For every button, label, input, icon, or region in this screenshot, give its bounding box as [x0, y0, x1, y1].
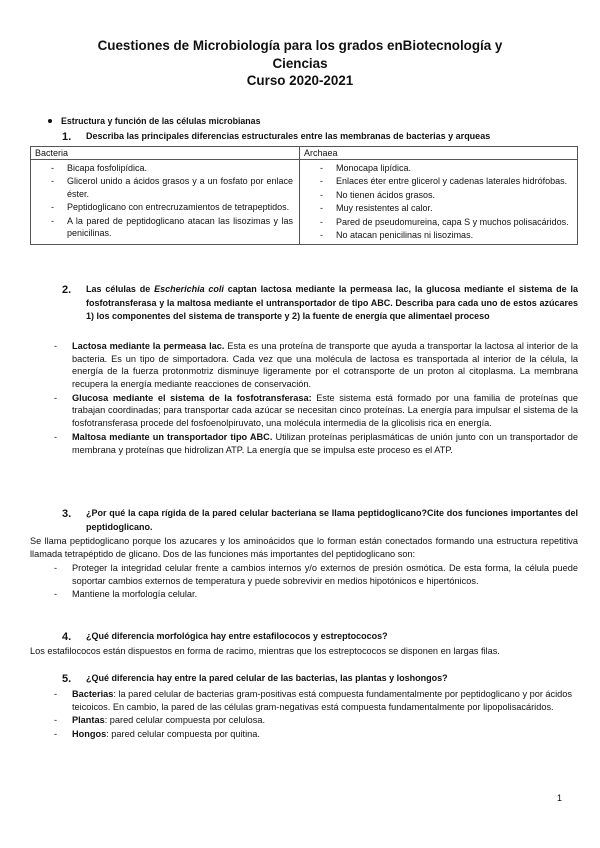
question-2-text-b: captan lactosa mediante la permeasa lac, la glucosa mediante el sistema de la fosfotransferasa y la maltosa mediante el untransportador de tipo ABC. Describa para cada uno de estos azúcares 1) los componentes del sistema de transporte y 2) la fuente de energía que alimentael proceso	[86, 284, 578, 321]
archaea-item: - Enlaces éter entre glicerol y cadenas laterales hidrófobas.	[322, 175, 571, 187]
archaea-item: - Muy resistentes al calor.	[322, 202, 571, 214]
answer-lead: Lactosa mediante la permeasa lac.	[72, 341, 225, 351]
answer-lead: Glucosa mediante el sistema de la fosfotransferasa:	[72, 392, 312, 403]
question-4-text: ¿Qué diferencia morfológica hay entre estafilococos y estreptococos?	[86, 631, 388, 641]
answer-item	[58, 688, 578, 713]
answer-body: Este sistema está formado por una familia de proteínas que trabajan coordinadas; para transportar cada azúcar se necesitan cinco proteínas. La energía para impulsar el sistema de la fosfotransferasa procede del fosfoenolpiruvato, una molécula intermedia de la glicolisis rica en energía.	[72, 392, 578, 429]
archaea-cell	[300, 160, 578, 245]
question-3-text: ¿Por qué la capa rígida de la pared celular bacteriana se llama peptidoglicano?Cite dos funciones importantes del peptidoglicano.	[86, 508, 578, 532]
function-item: - Mantiene la morfología celular.	[58, 588, 578, 601]
section-heading-text: Estructura y función de las células microbianas	[61, 116, 261, 126]
title-line-3: Curso 2020-2021	[246, 73, 354, 89]
answer-item	[58, 431, 578, 456]
question-2-answers	[58, 340, 578, 457]
question-5-text: ¿Qué diferencia hay entre la pared celular de las bacterias, las plantas y loshongos?	[86, 673, 448, 683]
bacteria-item: - Bicapa fosfolipídica.	[53, 162, 293, 174]
question-3-intro: Se llama peptidoglicano porque los azucares y los aminoácidos que lo forman están conectados formando una estructura repetitiva llamada tetrapéptido de glicano. Dos de las funciones más importantes del peptidoglicano son:	[30, 536, 578, 560]
page-number: 1	[557, 793, 563, 803]
answer-item	[58, 340, 578, 391]
page-title	[60, 37, 540, 90]
answer-item	[58, 392, 578, 430]
answer-body: : la pared celular de bacterias gram-positivas está compuesta fundamentalmente por peptidoglicano y por ácidos teicoicos. En cambio, la pared de las células gram-negativas está compuesta fundamentalmente por lipopolisacáridos.	[72, 689, 572, 712]
function-item: - Proteger la integridad celular frente a cambios internos y/o externos de presión osmótica. De esta forma, la célula puede soportar cambios externos de temperatura y puede sobrevivir en medios hipotónicos e hipertónicos.	[58, 562, 578, 587]
answer-body: : pared celular compuesta por celulosa.	[104, 715, 266, 726]
question-2-species: Escherichia coli	[154, 284, 224, 294]
question-1-number: 1.	[62, 131, 72, 143]
answer-body: Utilizan proteínas periplasmáticas de unión junto con un transportador de membrana y proteínas que hidrolizan ATP. La energía que se impulsa este proceso es el ATP.	[72, 431, 578, 455]
question-5	[62, 672, 578, 686]
bacteria-item: - Peptidoglicano con entrecruzamientos de tetrapeptidos.	[53, 201, 293, 213]
question-5-number: 5.	[62, 673, 72, 685]
question-1	[62, 130, 578, 144]
table-header-archaea: Archaea	[300, 147, 578, 160]
archaea-item: - No tienen ácidos grasos.	[322, 189, 571, 201]
answer-body: : pared celular compuesta por quitina.	[106, 729, 260, 740]
question-3-list	[58, 562, 578, 602]
question-3	[62, 507, 578, 534]
answer-body: Esta es una proteína de transporte que ayuda a transportar la lactosa al interior de la bacteria. Es un tipo de simportadora. Cada vez que una molécula de lactosa es transportada al interior de la célula, la energía de la fuerza protonmotriz disminuye ligeramente por el cotransporte de un proton al citoplasma. La membrana recupera la energía mediante reacciones de conservación.	[72, 341, 578, 390]
membrane-comparison-table	[30, 146, 578, 245]
bacteria-item: - A la pared de peptidoglicano atacan las lisozimas y las penicilinas.	[53, 215, 293, 240]
question-2	[62, 283, 578, 324]
question-4	[62, 630, 578, 644]
archaea-item: - No atacan penicilinas ni lisozimas.	[322, 229, 571, 241]
archaea-item: - Pared de pseudomureina, capa S y muchos polisacáridos.	[322, 216, 571, 228]
question-4-answer: Los estafilococos están dispuestos en forma de racimo, mientras que los estreptococos se disponen en largas filas.	[30, 646, 500, 656]
answer-item	[58, 714, 578, 727]
question-5-answers	[58, 688, 578, 742]
title-line-2: Ciencias	[272, 55, 328, 71]
question-1-text: Describa las principales diferencias estructurales entre las membranas de bacterias y arqueas	[86, 131, 491, 141]
answer-lead: Hongos	[72, 729, 107, 740]
bullet-icon	[48, 119, 52, 123]
question-3-number: 3.	[62, 508, 72, 520]
question-2-text	[62, 283, 578, 324]
table-header-bacteria: Bacteria	[31, 147, 300, 160]
question-2-number: 2.	[62, 284, 72, 296]
answer-lead: Maltosa mediante un transportador tipo ABC.	[72, 431, 273, 442]
title-line-1: Cuestiones de Microbiología para los grados enBiotecnología y	[97, 38, 503, 53]
question-4-number: 4.	[62, 631, 72, 643]
bacteria-item: - Glicerol unido a ácidos grasos y a un fosfato por enlace éster.	[53, 175, 293, 200]
bacteria-cell	[31, 160, 300, 245]
answer-item	[58, 728, 578, 741]
answer-lead: Bacterias	[72, 689, 114, 699]
answer-lead: Plantas	[72, 715, 105, 726]
question-2-text-a: Las células de	[86, 284, 155, 294]
section-heading	[48, 115, 260, 127]
archaea-item: - Monocapa lipídica.	[322, 162, 571, 174]
